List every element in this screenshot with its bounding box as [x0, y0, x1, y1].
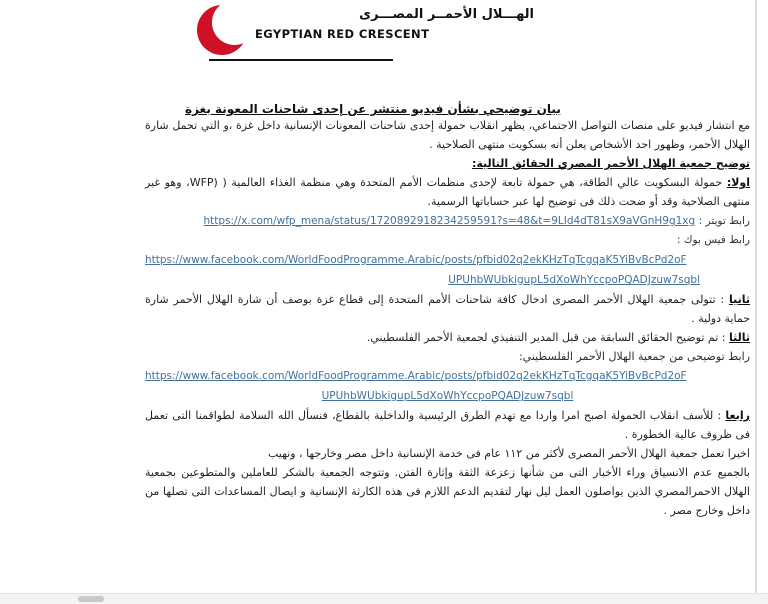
fact-second-label: ثانيا	[728, 293, 750, 306]
fact-third-label: ثالثا	[728, 331, 750, 344]
facebook-link-label: رابط فيس بوك :	[676, 234, 750, 246]
twitter-link-line	[145, 211, 750, 231]
fact-fourth-label: رابعا	[725, 409, 750, 422]
fact-first	[145, 173, 750, 211]
fact-first-text: حمولة البسكويت عالي الطاقة، هي حمولة تابعة لإحدى منظمات الأمم المتحدة وهي منظمة الغذاء العالمية ( (WFP، وهو غير منتهى الصلاحية وقد أو ضحت ذلك فى توضيح لها عبر حساباتها الرسمية.	[145, 176, 750, 208]
clarification-link-part2[interactable]: UPUhbWUbkigupL5dXoWhYccpoPQADJzuw7sqbl	[321, 390, 574, 402]
letterhead	[0, 0, 768, 64]
facebook-link-part1[interactable]: https://www.facebook.com/WorldFoodProgramme.Arabic/posts/pfbid02q2ekKHzTqTcgqaK5YiBvBcPd2oF	[145, 254, 687, 266]
closing-paragraph: بالجميع عدم الانسياق وراء الأخبار التى من شأنها زعزعة الثقة وإثارة الفتن. وتتوجه الجمعية بالشكر للعاملين والمتطوعين بجمعية الهلال الاحمرالمصري الذين يواصلون العمل ليل نهار لتقديم الدعم اللازم فى هذه الكارثة الإنسانية و ايصال المساعدات التى تصلها من داخل وخارج مصر .	[145, 466, 750, 517]
facts-heading: توضيح جمعية الهلال الأحمر المصري الحقائق التالية:	[471, 157, 750, 170]
horizontal-scrollbar-thumb[interactable]	[78, 596, 104, 602]
clarification-link-line1	[145, 366, 750, 386]
org-name-english: EGYPTIAN RED CRESCENT	[255, 27, 430, 41]
fact-second-text: : تتولى جمعية الهلال الأحمر المصرى ادخال كافة شاحنات الأمم المتحدة إلى قطاع غزة بوصف أن شارة الهلال الأحمر شارة حماية دولية .	[145, 293, 750, 325]
finally-line: اخيرا تعمل جمعية الهلال الأحمر المصرى لأكثر من ١١٢ عام فى خدمة الإنسانية داخل مصر وخارجها ، ونهيب	[267, 447, 750, 460]
statement-title: بيان توضيحي بشأن فيديو منتشر عن إحدى شاحنات المعونة بغزة	[185, 102, 561, 116]
clarification-link-part1[interactable]: https://www.facebook.com/WorldFoodProgramme.Arabic/posts/pfbid02q2ekKHzTqTcgqaK5YiBvBcPd2oF	[145, 370, 687, 382]
fact-third-text: : تم توضيح الحقائق السابقة من قبل المدير التنفيذي لجمعية الأحمر الفلسطيني.	[366, 331, 726, 344]
facebook-link-line1	[145, 250, 750, 270]
org-name-arabic: الهـــلال الأحمــر المصـــرى	[359, 7, 534, 22]
twitter-link-label: رابط تويتر :	[698, 215, 750, 227]
fact-fourth	[145, 406, 750, 444]
right-page-border	[755, 0, 757, 594]
crescent-cutout	[212, 0, 257, 45]
clarification-link-line2	[145, 386, 750, 406]
red-crescent-logo-icon	[197, 3, 253, 57]
facebook-link-line2	[145, 270, 750, 290]
letterhead-rule	[209, 59, 393, 61]
fact-third	[145, 328, 750, 347]
facebook-link-part2[interactable]: UPUhbWUbkigupL5dXoWhYccpoPQADJzuw7sqbl	[448, 274, 700, 286]
statement-body	[0, 116, 768, 520]
fact-first-label: اولا:	[726, 176, 751, 189]
fact-second	[145, 290, 750, 328]
intro-paragraph: مع انتشار فيديو على منصات التواصل الاجتماعي، يظهر انقلاب حمولة إحدى شاحنات المعونات الإنسانية داخل غزة ،و التي تحمل شارة الهلال الأحمر، وظهور احد الأشخاص يعلن أنه بسكويت منتهى الصلاحية .	[145, 119, 750, 151]
fact-fourth-text: : للأسف انقلاب الحمولة اصبح امرا واردا مع تهدم الطرق الرئيسية والداخلية بالقطاع، فنسأل الله السلامة لطواقمنا التى تعمل فى ظروف عالية الخطورة .	[145, 409, 750, 441]
twitter-link[interactable]: https://x.com/wfp_mena/status/1720892918234259591?s=48&t=9LId4dT81sX9aVGnH9g1xg	[203, 215, 696, 227]
clarification-link-label: رابط توضيحى من جمعية الهلال الأحمر الفلسطيني:	[518, 350, 750, 363]
horizontal-scrollbar[interactable]	[0, 593, 768, 604]
